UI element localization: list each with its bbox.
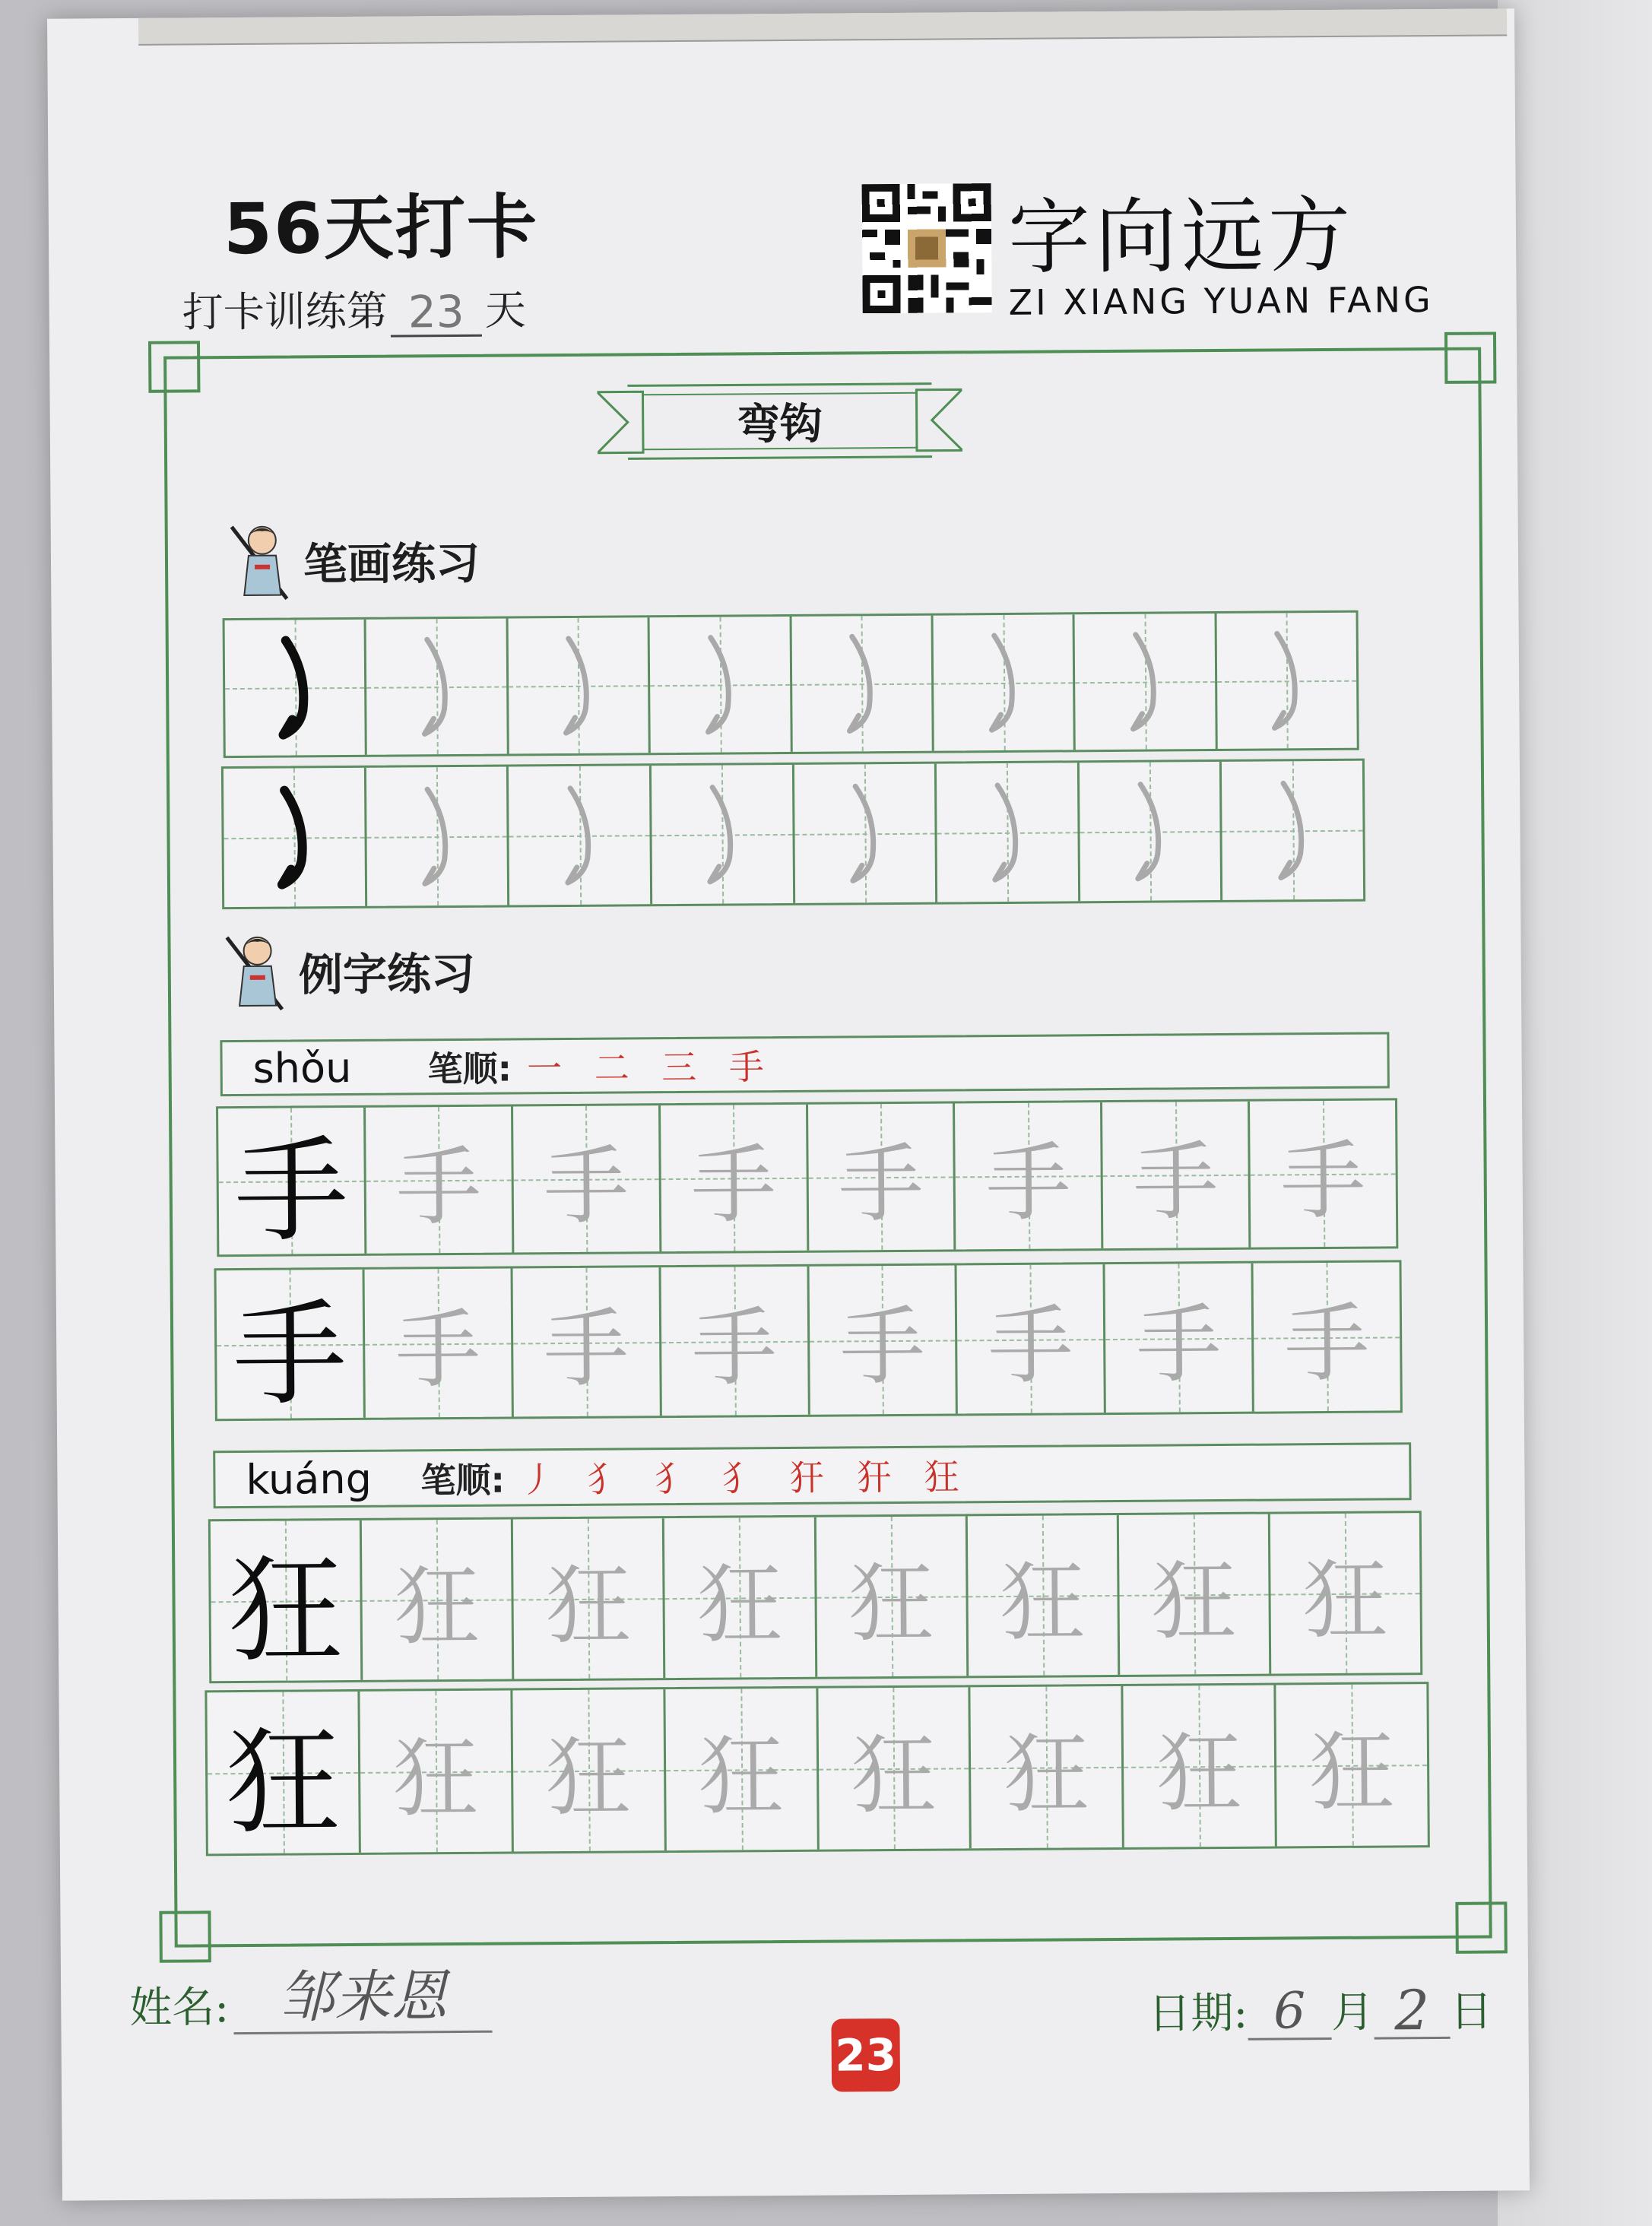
tracing-cell[interactable] <box>971 1686 1124 1848</box>
example-practice-heading <box>220 928 475 1013</box>
model-char-cell <box>207 1692 360 1853</box>
model-char-cell <box>217 1270 366 1422</box>
traced-char: 手 <box>395 1300 481 1400</box>
tracing-cell[interactable] <box>513 1518 666 1679</box>
traced-char: 手 <box>690 1135 777 1235</box>
char-grid-row <box>214 1260 1403 1421</box>
tracing-cell[interactable] <box>664 1517 817 1678</box>
tracing-cell[interactable] <box>513 1105 661 1252</box>
tracing-cell[interactable] <box>809 1265 958 1414</box>
tracing-cell[interactable] <box>509 766 652 905</box>
traced-char: 手 <box>1135 1295 1222 1395</box>
binding-strip <box>138 8 1507 46</box>
checkin-prefix: 打卡训练第 <box>182 287 388 337</box>
tracing-cell[interactable] <box>1270 1513 1421 1673</box>
char-info-bar <box>220 1032 1389 1096</box>
traced-char: 狂 <box>545 1727 632 1828</box>
tracing-cell[interactable] <box>366 1106 514 1253</box>
lesson-banner <box>597 377 962 465</box>
tracing-cell[interactable] <box>512 1267 661 1416</box>
traced-char: 手 <box>691 1298 778 1398</box>
tracing-cell[interactable] <box>818 1687 972 1849</box>
char-grid-row <box>205 1682 1429 1856</box>
date-day-value[interactable]: 2 <box>1374 1983 1451 2040</box>
name-field <box>129 1962 493 2035</box>
tracing-cell[interactable] <box>1124 1685 1277 1847</box>
lesson-title: 弯钩 <box>737 399 823 450</box>
stroke-order-sequence: 一 二 三 手 <box>526 1046 775 1089</box>
tracing-cell[interactable] <box>1119 1514 1272 1675</box>
traced-char: 手 <box>543 1299 629 1400</box>
example-practice-label: 例字练习 <box>298 947 476 1001</box>
traced-char: 狂 <box>545 1555 632 1656</box>
tracing-cell[interactable] <box>360 1691 513 1853</box>
checkin-day-field[interactable]: 23 <box>391 289 482 338</box>
brand-logo: 字向远方 <box>1007 188 1356 286</box>
tracing-cell[interactable] <box>1250 1100 1396 1247</box>
stroke-order-label: 笔顺: <box>420 1459 506 1501</box>
model-stroke-cell <box>225 620 368 756</box>
stroke-practice-heading <box>226 518 480 603</box>
traced-char: 狂 <box>696 1555 783 1655</box>
model-stroke-cell <box>224 768 367 907</box>
traced-char: 手 <box>1283 1294 1370 1394</box>
month-label: 月 <box>1331 1987 1375 2038</box>
stroke-order-sequence: 丿 犭 犭 犭 犴 犴 狂 <box>519 1456 970 1501</box>
pinyin-label: shǒu <box>252 1043 352 1092</box>
traced-char: 手 <box>839 1297 926 1397</box>
traced-char: 手 <box>988 1296 1074 1397</box>
traced-char: 手 <box>395 1137 482 1238</box>
brand-pinyin: ZI XIANG YUAN FANG <box>1008 279 1434 323</box>
name-label: 姓名: <box>129 1983 230 2034</box>
model-char: 狂 <box>225 1717 341 1850</box>
frame-corner-ornament <box>148 341 200 392</box>
tracing-cell[interactable] <box>661 1267 810 1416</box>
tracing-cell[interactable] <box>1254 1262 1400 1411</box>
tracing-cell[interactable] <box>652 765 795 904</box>
traced-char: 手 <box>1279 1131 1366 1231</box>
qr-code-icon[interactable] <box>862 183 992 313</box>
date-field <box>1148 1978 1492 2041</box>
char-info-bar <box>213 1442 1411 1508</box>
date-label: 日期: <box>1148 1988 1248 2039</box>
traced-char: 狂 <box>848 1554 934 1654</box>
traced-char: 狂 <box>851 1726 937 1825</box>
tracing-cell[interactable] <box>955 1102 1103 1249</box>
tracing-cell[interactable] <box>967 1515 1120 1676</box>
tracing-cell[interactable] <box>661 1105 809 1251</box>
tracing-cell[interactable] <box>937 763 1080 902</box>
tracing-cell[interactable] <box>808 1103 956 1250</box>
tracing-cell[interactable] <box>1222 761 1363 900</box>
tracing-cell[interactable] <box>1102 1102 1251 1248</box>
model-char-cell <box>211 1520 363 1681</box>
tracing-cell[interactable] <box>1075 614 1218 750</box>
tracing-cell[interactable] <box>665 1689 819 1850</box>
char-grid-row <box>208 1511 1422 1683</box>
tracing-cell[interactable] <box>366 619 509 755</box>
tracing-cell[interactable] <box>933 614 1076 750</box>
traced-char: 狂 <box>1150 1552 1237 1652</box>
stroke-grid-row <box>223 610 1359 758</box>
tracing-cell[interactable] <box>364 1269 513 1418</box>
page-number-badge: 23 <box>831 2018 900 2092</box>
tracing-cell[interactable] <box>1216 613 1357 749</box>
worksheet-page <box>47 8 1530 2200</box>
checkin-line <box>182 277 526 338</box>
day-label: 日 <box>1450 1987 1493 2037</box>
tracing-cell[interactable] <box>1276 1684 1427 1846</box>
model-char-cell <box>218 1108 366 1259</box>
tracing-cell[interactable] <box>508 617 651 753</box>
tracing-cell[interactable] <box>1105 1264 1254 1413</box>
tracing-cell[interactable] <box>512 1689 666 1851</box>
tracing-cell[interactable] <box>1080 762 1223 901</box>
traced-char: 狂 <box>1004 1724 1089 1825</box>
traced-char: 手 <box>985 1133 1072 1233</box>
tracing-cell[interactable] <box>362 1520 515 1680</box>
traced-char: 手 <box>838 1134 924 1235</box>
frame-corner-ornament <box>159 1910 211 1962</box>
model-char: 手 <box>233 1125 349 1259</box>
date-month-value[interactable]: 6 <box>1248 1984 1332 2040</box>
page-title: 56天打卡 <box>223 186 539 271</box>
tracing-cell[interactable] <box>366 767 510 906</box>
traced-char: 狂 <box>698 1727 785 1827</box>
scholar-avatar-icon <box>226 518 295 603</box>
tracing-cell[interactable] <box>957 1264 1106 1413</box>
checkin-suffix: 天 <box>484 286 526 335</box>
stroke-grid-row <box>221 759 1365 909</box>
traced-char: 狂 <box>1308 1722 1395 1822</box>
model-char: 手 <box>232 1288 347 1422</box>
tracing-cell[interactable] <box>650 617 793 753</box>
frame-corner-ornament <box>1444 331 1496 383</box>
traced-char: 手 <box>1132 1132 1219 1232</box>
tracing-cell[interactable] <box>791 616 934 752</box>
tracing-cell[interactable] <box>794 764 937 903</box>
traced-char: 狂 <box>392 1729 479 1829</box>
traced-char: 手 <box>543 1136 629 1236</box>
stroke-order-label: 笔顺: <box>427 1048 512 1090</box>
traced-char: 狂 <box>1302 1550 1388 1650</box>
name-value[interactable]: 邹来恩 <box>233 1962 493 2034</box>
traced-char: 狂 <box>1156 1723 1242 1824</box>
frame-corner-ornament <box>1455 1901 1507 1953</box>
traced-char: 狂 <box>999 1552 1086 1653</box>
model-char: 狂 <box>228 1545 344 1679</box>
traced-char: 狂 <box>394 1557 480 1657</box>
tracing-cell[interactable] <box>816 1516 969 1676</box>
char-grid-row <box>216 1098 1398 1257</box>
stroke-practice-label: 笔画练习 <box>303 537 480 591</box>
pinyin-label: kuáng <box>246 1454 373 1504</box>
scholar-avatar-icon <box>220 930 290 1014</box>
